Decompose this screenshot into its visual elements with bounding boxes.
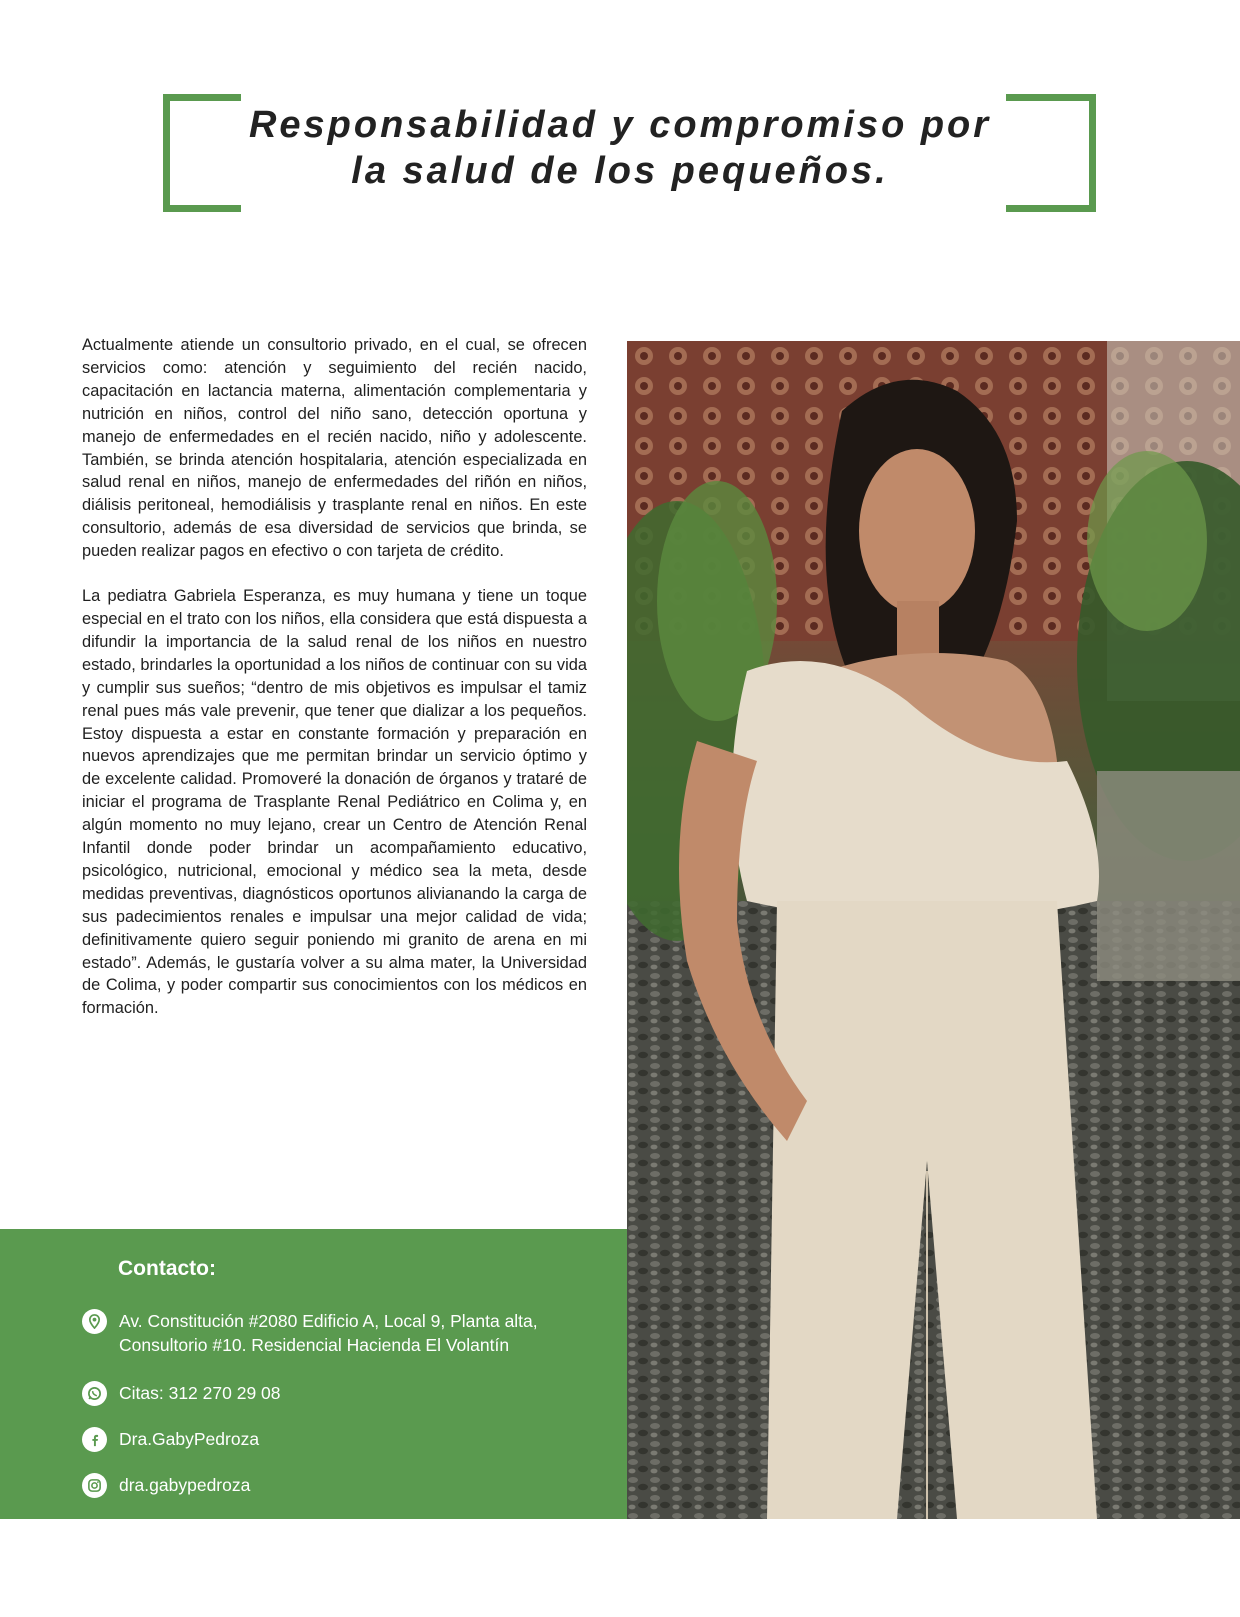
article-paragraph-2: La pediatra Gabriela Esperanza, es muy humana y tiene un toque especial en el trato con los niños, ella considera que está dispuesta a difundir la importancia de la salud renal de los niños en nuestro estado, brindarles la oportunidad a los niños de continuar con su vida y cumplir sus sueños; “dentro de mis objetivos es impulsar el tamiz renal pues más vale prevenir, que tener que dializar a los pequeños. Estoy dispuesta a estar en constante formación y preparación en nuevos aprendizajes que me permitan brindar un servicio óptimo y de excelente calidad. Promoveré la donación de órganos y trataré de iniciar el programa de Trasplante Renal Pediátrico en Colima y, en algún momento no muy lejano, crear un Centro de Atención Renal Infantil donde poder brindar un acompañamiento educativo, psicológico, nutricional, emocional y médico sea la meta, desde medidas preventivas, diagnósticos oportunos alivianando la carga de sus padecimientos renales e impulsar una mejor calidad de vida; definitivamente quiero seguir poniendo mi granito de arena en mi estado”. Además, le gustaría volver a su alma mater, la Universidad de Colima, y poder compartir sus conocimientos con los médicos en formación. xyxy=(82,587,587,1018)
address-line-1: Av. Constitución #2080 Edificio A, Local 9, Planta alta, xyxy=(119,1311,538,1331)
contact-instagram xyxy=(82,1473,250,1498)
portrait-photo xyxy=(627,341,1240,1519)
article-body xyxy=(82,334,587,1042)
portrait-illustration xyxy=(627,341,1240,1519)
page-title xyxy=(200,102,1040,194)
page-title-line-1: Responsabilidad y compromiso por xyxy=(248,104,992,146)
facebook-icon xyxy=(82,1427,107,1452)
instagram-icon xyxy=(82,1473,107,1498)
contact-title: Contacto: xyxy=(118,1257,216,1280)
location-pin-icon xyxy=(82,1309,107,1334)
article-paragraph-1: Actualmente atiende un consultorio privado, en el cual, se ofrecen servicios como: atención y seguimiento del recién nacido, capacitación en lactancia materna, alimentación complementaria y nutrición en niños, control del niño sano, detección oportuna y manejo de enfermedades en el recién nacido, niño y adolescente. También, se brinda atención hospitalaria, atención especializada en salud renal en niños, manejo de enfermedades del riñón en niños, diálisis peritoneal, hemodiálisis y trasplante renal en niños. En este consultorio, además de esa diversidad de servicios que brinda, se pueden realizar pagos en efectivo o con tarjeta de crédito. xyxy=(82,336,587,561)
address-text xyxy=(119,1309,538,1357)
facebook-handle[interactable]: Dra.GabyPedroza xyxy=(119,1429,260,1449)
contact-phone xyxy=(82,1381,281,1406)
address-line-2: Consultorio #10. Residencial Hacienda El Volantín xyxy=(119,1335,510,1355)
contact-panel xyxy=(0,1229,627,1519)
instagram-handle[interactable]: dra.gabypedroza xyxy=(119,1475,251,1495)
contact-facebook xyxy=(82,1427,259,1452)
whatsapp-icon xyxy=(82,1381,107,1406)
phone-text[interactable]: Citas: 312 270 29 08 xyxy=(119,1383,281,1403)
contact-address xyxy=(82,1309,538,1357)
page-title-line-2: la salud de los pequeños. xyxy=(351,150,889,192)
